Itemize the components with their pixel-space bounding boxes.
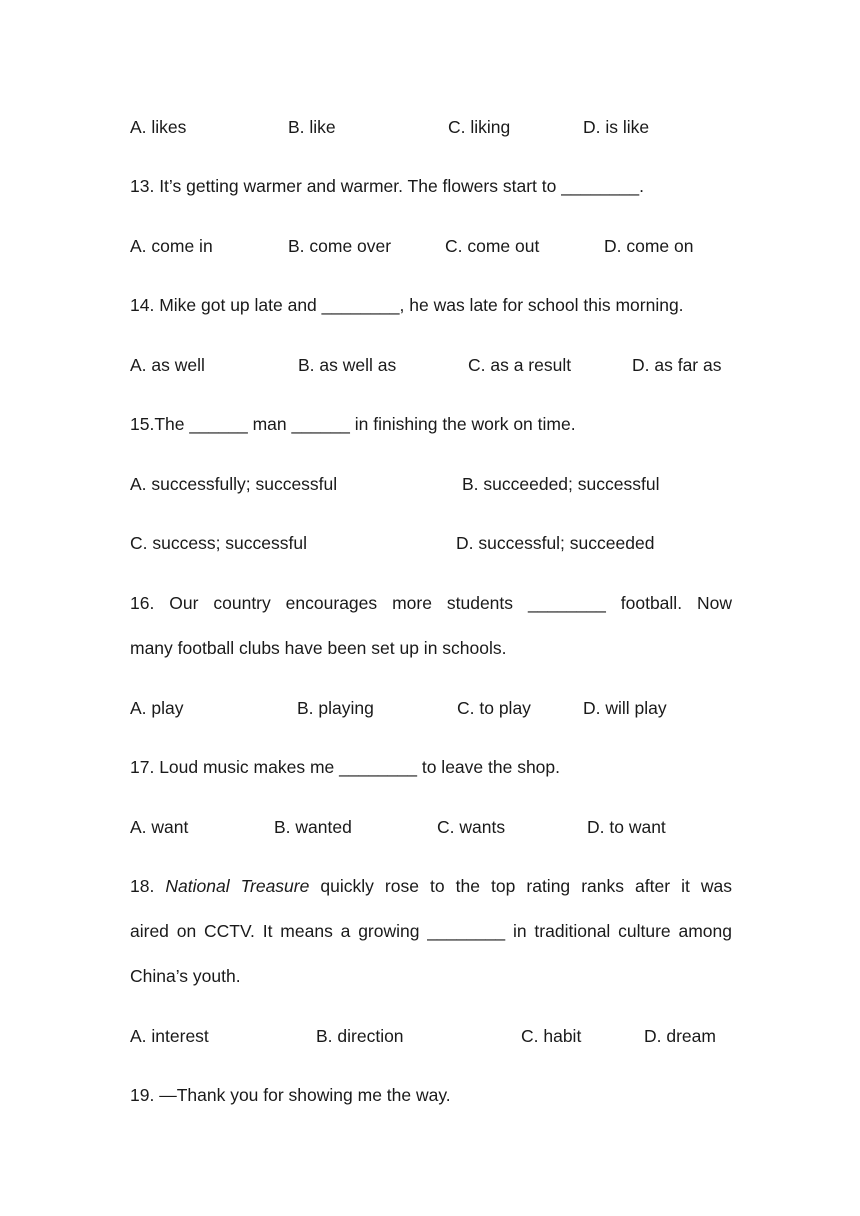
option-c: C. come out bbox=[445, 236, 540, 256]
option-a: A. come in bbox=[130, 236, 213, 256]
option-b: B. as well as bbox=[298, 355, 397, 375]
question-stem: 14. Mike got up late and ________, he was late for school this morning. bbox=[130, 295, 684, 315]
option-b: B. wanted bbox=[274, 817, 352, 837]
option-c: C. wants bbox=[437, 817, 506, 837]
option-b: B. come over bbox=[288, 236, 392, 256]
option-c: C. success; successful bbox=[130, 533, 307, 553]
option-d: D. to want bbox=[587, 817, 666, 837]
option-d: D. will play bbox=[583, 698, 667, 718]
option-a: A. want bbox=[130, 817, 189, 837]
question-stem-line-2: many football clubs have been set up in schools. bbox=[130, 638, 507, 658]
option-a: A. play bbox=[130, 698, 184, 718]
option-b: B. succeeded; successful bbox=[462, 474, 660, 494]
option-d: D. come on bbox=[604, 236, 694, 256]
question-stem-text: quickly rose to the top rating ranks after it was bbox=[320, 876, 732, 896]
question-stem-line-2: aired on CCTV. It means a growing ________ in traditional culture among bbox=[130, 921, 732, 941]
option-c: C. liking bbox=[448, 117, 511, 137]
question-number: 18. bbox=[130, 876, 155, 896]
option-a: A. interest bbox=[130, 1026, 209, 1046]
question-stem-line-1: 16. Our country encourages more students ________ football. Now bbox=[130, 593, 732, 613]
program-title: National Treasure bbox=[165, 876, 310, 896]
option-d: D. is like bbox=[583, 117, 650, 137]
question-stem: 13. It’s getting warmer and warmer. The flowers start to ________. bbox=[130, 176, 644, 196]
option-b: B. direction bbox=[316, 1026, 404, 1046]
option-a: A. likes bbox=[130, 117, 187, 137]
option-d: D. successful; succeeded bbox=[456, 533, 655, 553]
question-stem: 19. —Thank you for showing me the way. bbox=[130, 1085, 451, 1105]
option-d: D. dream bbox=[644, 1026, 716, 1046]
question-stem: 17. Loud music makes me ________ to leave the shop. bbox=[130, 757, 560, 777]
option-c: C. as a result bbox=[468, 355, 572, 375]
option-c: C. habit bbox=[521, 1026, 582, 1046]
option-b: B. playing bbox=[297, 698, 374, 718]
option-c: C. to play bbox=[457, 698, 531, 718]
option-a: A. successfully; successful bbox=[130, 474, 338, 494]
question-stem: 15.The ______ man ______ in finishing the work on time. bbox=[130, 414, 576, 434]
option-d: D. as far as bbox=[632, 355, 722, 375]
question-stem-line-3: China’s youth. bbox=[130, 966, 241, 986]
question-stem-line-1 bbox=[130, 875, 732, 897]
option-a: A. as well bbox=[130, 355, 205, 375]
option-b: B. like bbox=[288, 117, 336, 137]
